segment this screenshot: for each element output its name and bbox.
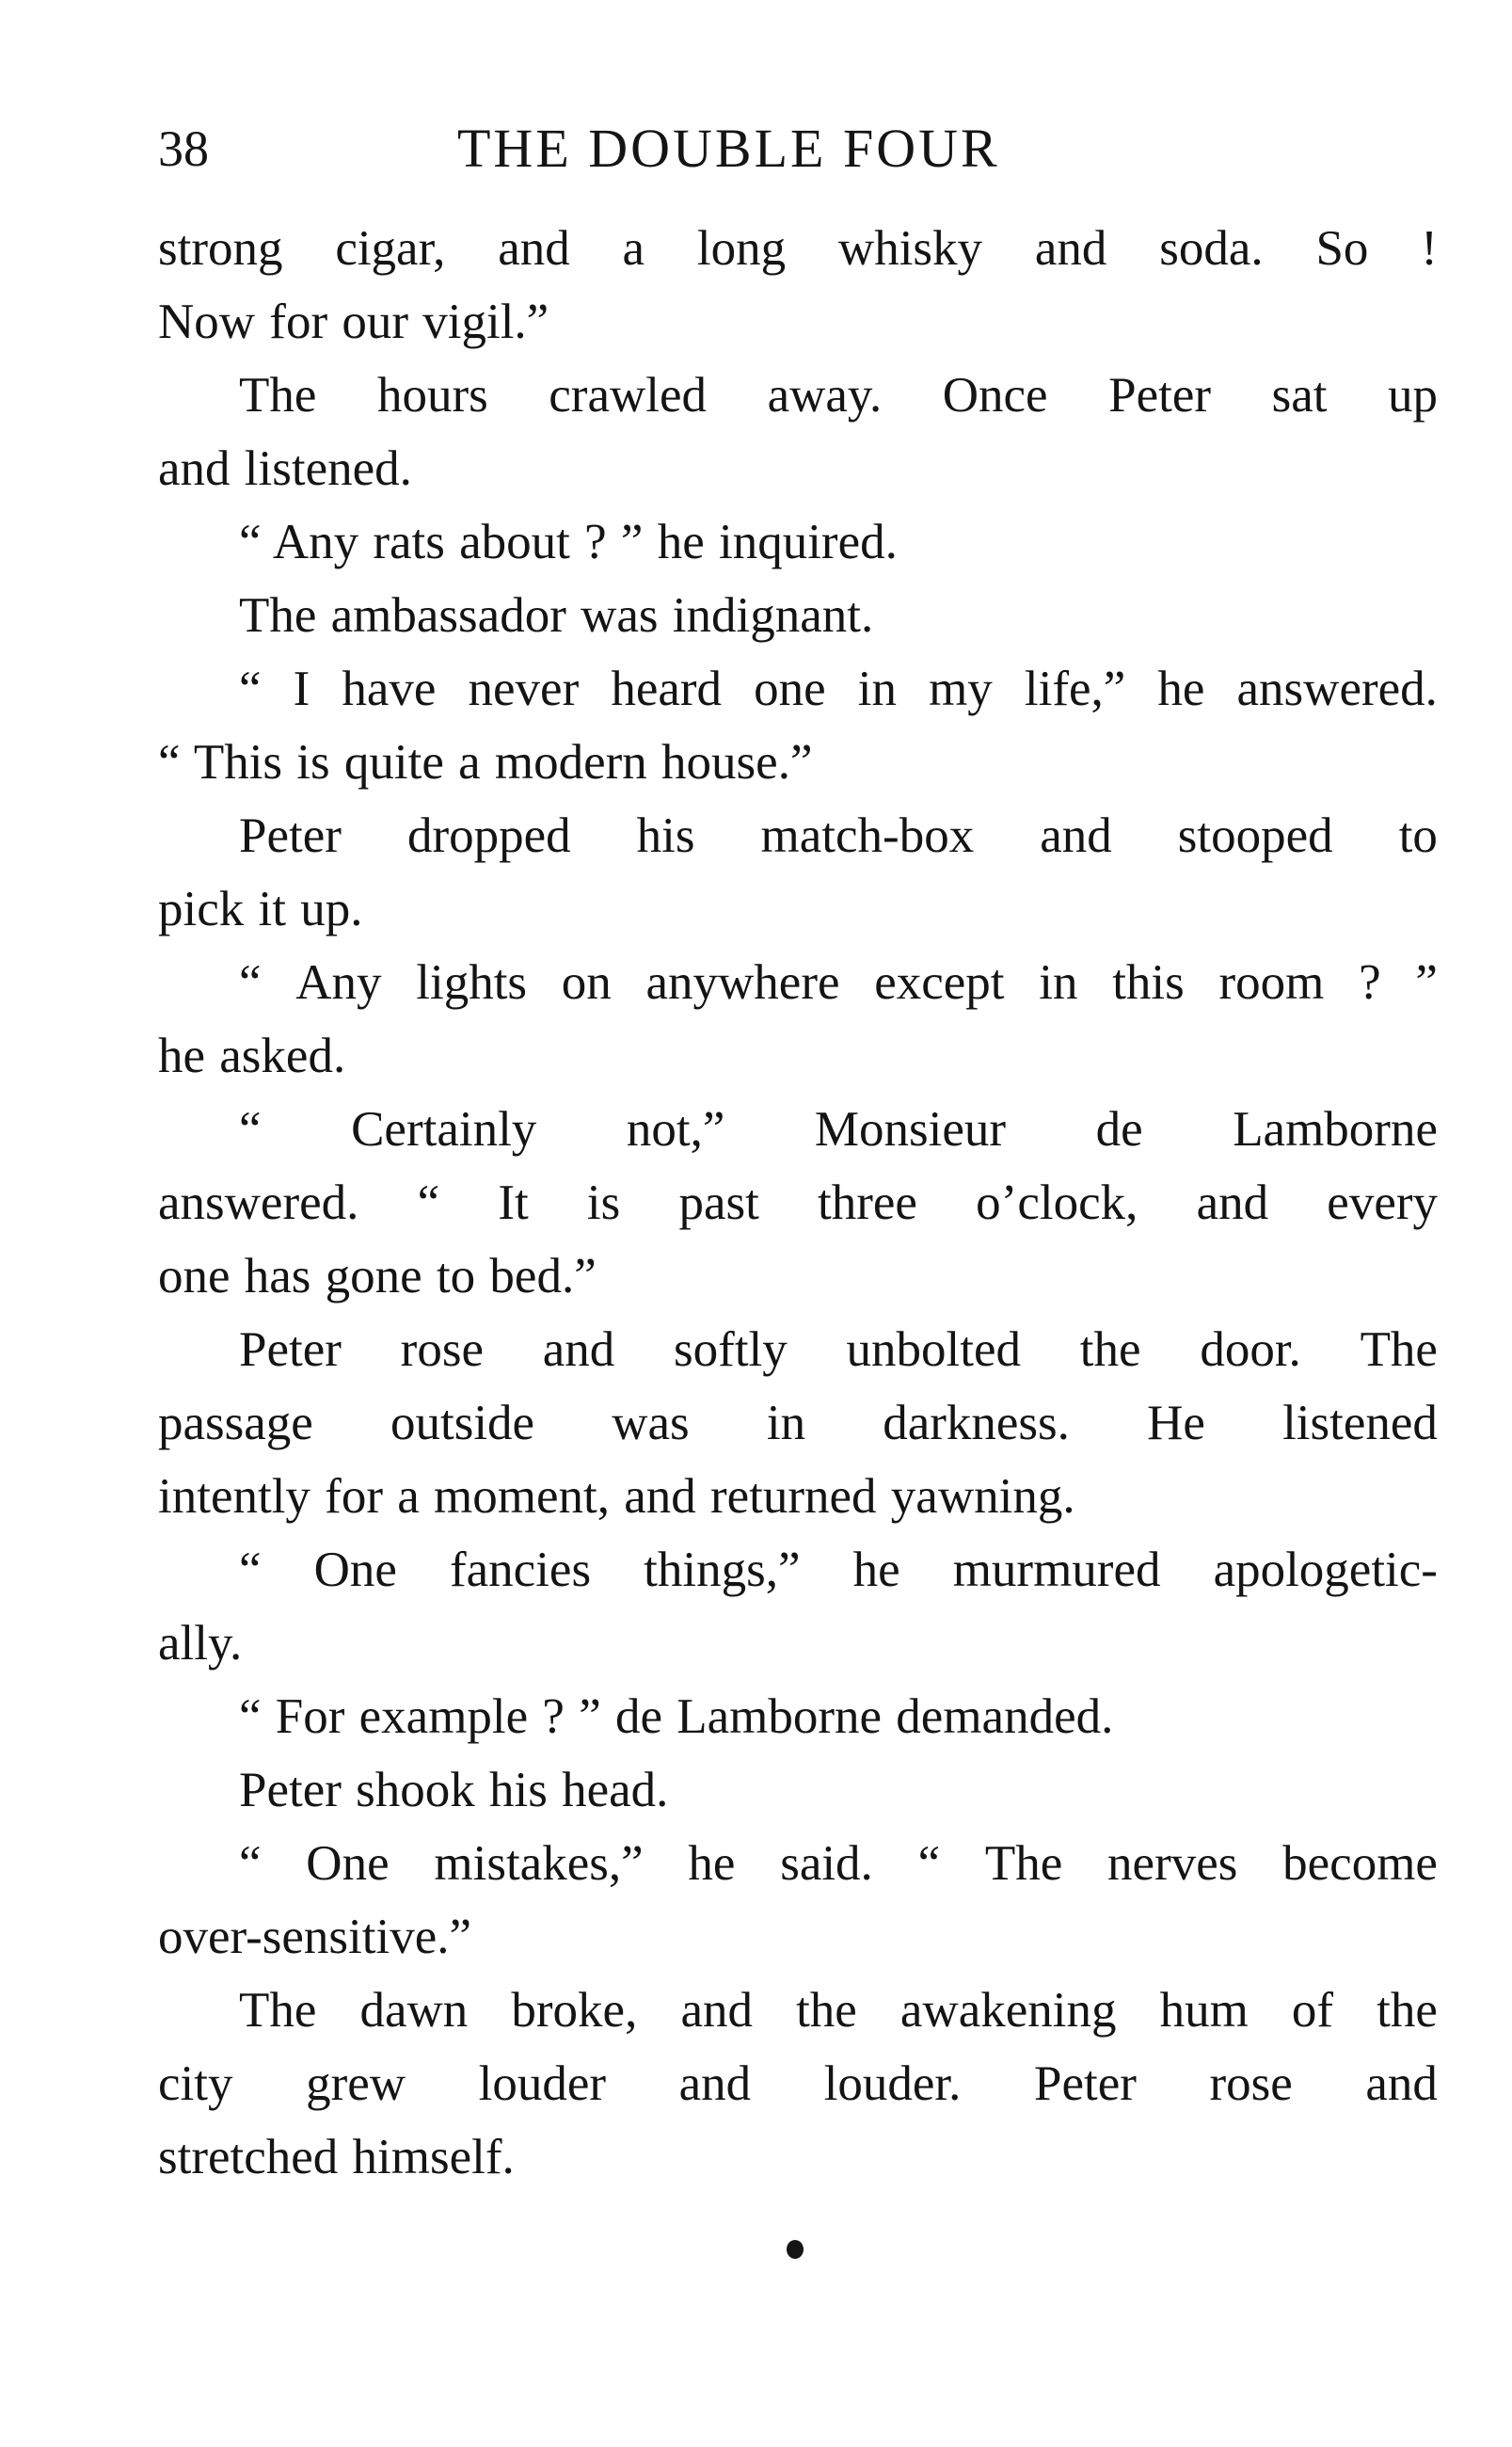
text-line: “ Any rats about ? ” he inquired. bbox=[239, 515, 898, 569]
page-header bbox=[158, 111, 1438, 186]
text-line: over-sensitive.” bbox=[158, 1910, 472, 1964]
running-title: THE DOUBLE FOUR bbox=[457, 118, 1000, 179]
text-line: city grew louder and louder. Peter rose and bbox=[158, 2056, 1438, 2111]
ink-dot-mark bbox=[787, 2240, 804, 2259]
text-line: he asked. bbox=[158, 1029, 346, 1083]
text-line: “ I have never heard one in my life,” he answered. bbox=[239, 662, 1438, 716]
text-line: The hours crawled away. Once Peter sat up bbox=[239, 368, 1438, 423]
text-line: The dawn broke, and the awakening hum of the bbox=[239, 1983, 1438, 2038]
text-line: “ One mistakes,” he said. “ The nerves become bbox=[239, 1836, 1438, 1891]
page-number: 38 bbox=[158, 120, 209, 177]
text-line: The ambassador was indignant. bbox=[239, 588, 874, 643]
text-line: “ Certainly not,” Monsieur de Lamborne bbox=[239, 1102, 1438, 1157]
text-line: Peter dropped his match-box and stooped to bbox=[239, 808, 1438, 863]
text-line: Now for our vigil.” bbox=[158, 295, 549, 349]
text-line: intently for a moment, and returned yawning. bbox=[158, 1469, 1075, 1524]
text-line: “ This is quite a modern house.” bbox=[158, 735, 813, 790]
text-line: passage outside was in darkness. He listened bbox=[158, 1396, 1438, 1450]
text-line: Peter shook his head. bbox=[239, 1763, 669, 1817]
text-line: stretched himself. bbox=[158, 2130, 515, 2184]
text-line: “ One fancies things,” he murmured apologetic- bbox=[239, 1543, 1438, 1597]
text-line: answered. “ It is past three o’clock, and every bbox=[158, 1176, 1438, 1230]
text-line: Peter rose and softly unbolted the door. The bbox=[239, 1322, 1438, 1377]
text-line: ally. bbox=[158, 1616, 243, 1671]
text-line: one has gone to bed.” bbox=[158, 1249, 597, 1303]
text-line: pick it up. bbox=[158, 882, 363, 936]
text-line: “ Any lights on anywhere except in this room ? ” bbox=[239, 955, 1438, 1010]
text-line: “ For example ? ” de Lamborne demanded. bbox=[239, 1689, 1114, 1744]
text-line: and listened. bbox=[158, 441, 412, 496]
text-line: strong cigar, and a long whisky and soda. So ! bbox=[158, 221, 1438, 276]
